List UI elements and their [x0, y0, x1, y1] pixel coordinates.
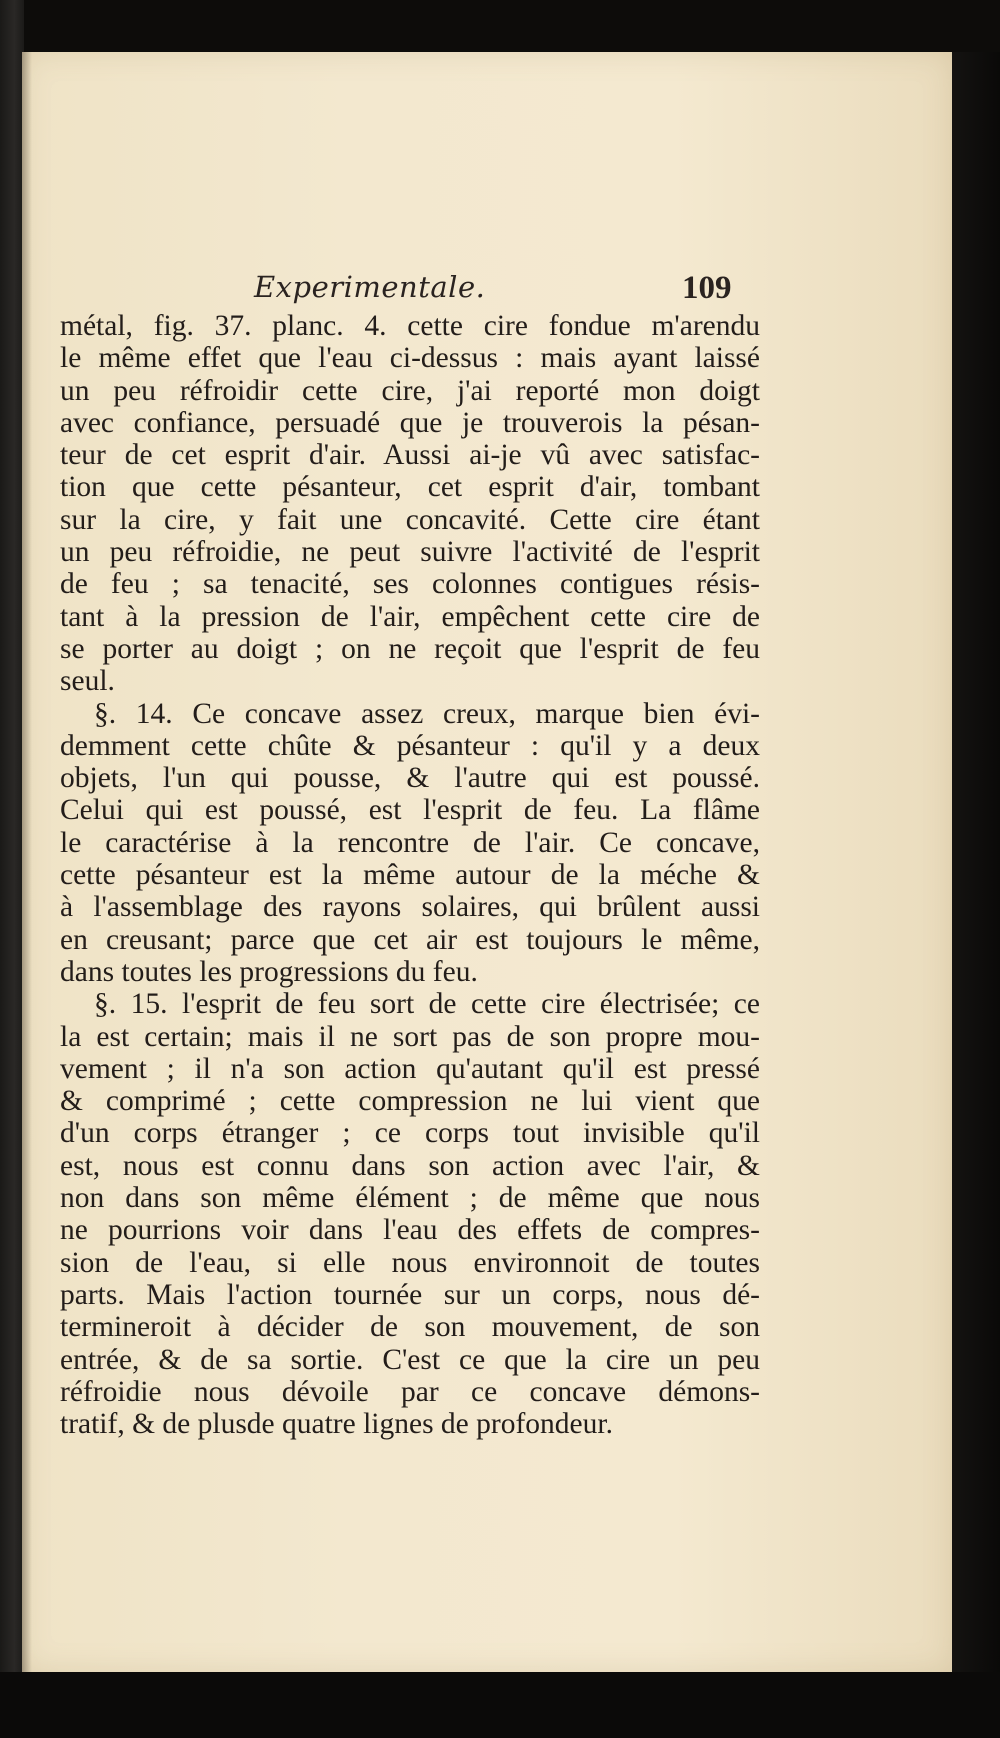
text-line: §. 15. l'esprit de feu sort de cette cire électrisée; ce	[94, 988, 760, 1021]
text-line: d'un corps étranger ; ce corps tout invisible qu'il	[60, 1117, 760, 1150]
page-header	[22, 270, 952, 314]
text-line: le même effet que l'eau ci-dessus : mais ayant laissé	[60, 342, 760, 375]
text-line: termineroit à décider de son mouvement, de son	[60, 1311, 760, 1344]
text-line: teur de cet esprit d'air. Aussi ai-je vû avec satisfac-	[60, 439, 760, 472]
right-background	[952, 52, 1000, 1672]
text-line: métal, fig. 37. planc. 4. cette cire fondue m'arendu	[60, 310, 760, 342]
body-text	[60, 310, 760, 1440]
text-line: réfroidie nous dévoile par ce concave démons-	[60, 1375, 760, 1408]
text-line: se porter au doigt ; on ne reçoit que l'esprit de feu	[60, 632, 760, 665]
text-line: ne pourrions voir dans l'eau des effets de compres-	[60, 1214, 760, 1247]
text-line: un peu réfroidie, ne peut suivre l'activité de l'esprit	[60, 536, 760, 569]
paragraph-section-14	[60, 698, 760, 989]
text-line: seul.	[60, 665, 115, 698]
text-line: sur la cire, y fait une concavité. Cette cire étant	[60, 503, 760, 536]
text-line: tant à la pression de l'air, empêchent cette cire de	[60, 600, 760, 633]
text-line: entrée, & de sa sortie. C'est ce que la cire un peu	[60, 1343, 760, 1376]
text-line: §. 14. Ce concave assez creux, marque bien évi-	[94, 697, 760, 730]
text-line: sion de l'eau, si elle nous environnoit de toutes	[60, 1246, 760, 1279]
text-line: demment cette chûte & pésanteur : qu'il y a deux	[60, 729, 760, 762]
text-line: la est certain; mais il ne sort pas de son propre mou-	[60, 1020, 760, 1053]
binding-edge	[0, 0, 24, 1738]
running-title: Experimentale.	[254, 270, 486, 304]
book-page	[22, 52, 952, 1672]
text-line: tratif, & de plusde quatre lignes de profondeur.	[60, 1408, 613, 1441]
paragraph-continuation	[60, 310, 760, 698]
text-line: Celui qui est poussé, est l'esprit de feu. La flâme	[60, 794, 760, 827]
text-line: non dans son même élément ; de même que nous	[60, 1182, 760, 1215]
text-line: en creusant; parce que cet air est toujours le même,	[60, 923, 760, 956]
text-line: tion que cette pésanteur, cet esprit d'air, tombant	[60, 471, 760, 504]
text-line: un peu réfroidir cette cire, j'ai reporté mon doigt	[60, 374, 760, 407]
text-line: & comprimé ; cette compression ne lui vient que	[60, 1085, 760, 1118]
text-line: parts. Mais l'action tournée sur un corps, nous dé-	[60, 1278, 760, 1311]
text-line: de feu ; sa tenacité, ses colonnes contigues résis-	[60, 568, 760, 601]
text-line: dans toutes les progressions du feu.	[60, 955, 478, 988]
text-line: cette pésanteur est la même autour de la méche &	[60, 859, 760, 892]
text-line: avec confiance, persuadé que je trouverois la pésan-	[60, 406, 760, 439]
paragraph-section-15	[60, 988, 760, 1440]
text-line: vement ; il n'a son action qu'autant qu'il est pressé	[60, 1052, 760, 1085]
text-line: objets, l'un qui pousse, & l'autre qui est poussé.	[60, 762, 760, 795]
page-number: 109	[682, 270, 732, 306]
bottom-background	[0, 1672, 1000, 1738]
text-line: est, nous est connu dans son action avec l'air, &	[60, 1149, 760, 1182]
text-line: à l'assemblage des rayons solaires, qui brûlent aussi	[60, 891, 760, 924]
text-line: le caractérise à la rencontre de l'air. Ce concave,	[60, 826, 760, 859]
